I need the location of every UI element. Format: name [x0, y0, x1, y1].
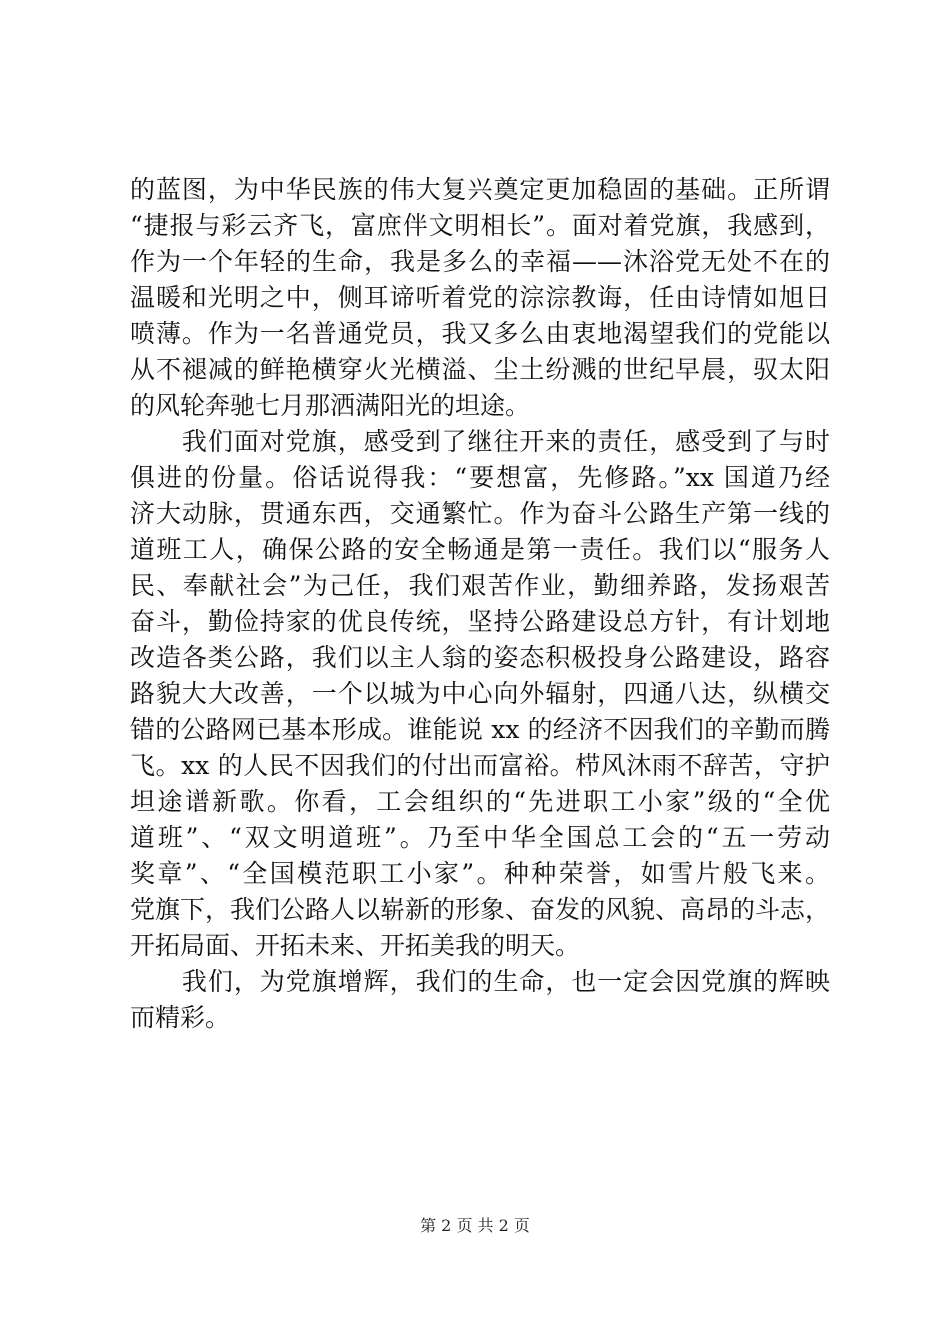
- text-line: 道班工人，确保公路的安全畅通是第一责任。我们以“服务人: [130, 535, 830, 564]
- text-line: 济大动脉，贯通东西，交通繁忙。作为奋斗公路生产第一线的: [130, 499, 830, 528]
- text-line: 我们面对党旗，感受到了继往开来的责任，感受到了与时: [130, 427, 830, 456]
- text-line: 喷薄。作为一名普通党员，我又多么由衷地渴望我们的党能以: [130, 319, 830, 348]
- text-line: “捷报与彩云齐飞，富庶伴文明相长”。面对着党旗，我感到，: [130, 211, 830, 240]
- text-line: 道班”、“双文明道班”。乃至中华全国总工会的“五一劳动: [130, 823, 830, 852]
- text-line: 错的公路网已基本形成。谁能说 xx 的经济不因我们的辛勤而腾: [130, 715, 830, 744]
- text-line: 奖章”、“全国模范职工小家”。种种荣誉，如雪片般飞来。: [130, 859, 830, 888]
- text-line: 从不褪减的鲜艳横穿火光横溢、尘土纷溅的世纪早晨，驭太阳: [130, 355, 830, 384]
- text-line: 开拓局面、开拓未来、开拓美我的明天。: [130, 931, 581, 960]
- text-line: 改造各类公路，我们以主人翁的姿态积极投身公路建设，路容: [130, 643, 830, 672]
- text-line: 坦途谱新歌。你看，工会组织的“先进职工小家”级的“全优: [130, 787, 830, 816]
- text-line: 党旗下，我们公路人以崭新的形象、奋发的风貌、高昂的斗志，: [130, 895, 831, 924]
- text-line: 路貌大大改善，一个以城为中心向外辐射，四通八达，纵横交: [130, 679, 830, 708]
- text-line: 我们，为党旗增辉，我们的生命，也一定会因党旗的辉映: [130, 967, 830, 996]
- text-line: 飞。xx 的人民不因我们的付出而富裕。栉风沐雨不辞苦，守护: [130, 751, 830, 780]
- text-line: 而精彩。: [130, 1003, 231, 1032]
- page-footer: 第 2 页 共 2 页: [420, 1216, 530, 1235]
- text-line: 俱进的份量。俗话说得我：“要想富，先修路。”xx 国道乃经: [130, 463, 830, 492]
- text-line: 作为一个年轻的生命，我是多么的幸福——沐浴党无处不在的: [130, 247, 830, 276]
- text-line: 的蓝图，为中华民族的伟大复兴奠定更加稳固的基础。正所谓: [130, 175, 830, 204]
- text-line: 的风轮奔驰七月那洒满阳光的坦途。: [130, 391, 531, 420]
- text-line: 奋斗，勤俭持家的优良传统，坚持公路建设总方针，有计划地: [130, 607, 830, 636]
- text-line: 民、奉献社会”为己任，我们艰苦作业，勤细养路，发扬艰苦: [130, 571, 830, 600]
- text-line: 温暖和光明之中，侧耳谛听着党的淙淙教诲，任由诗情如旭日: [130, 283, 830, 312]
- body-text: [130, 172, 830, 1036]
